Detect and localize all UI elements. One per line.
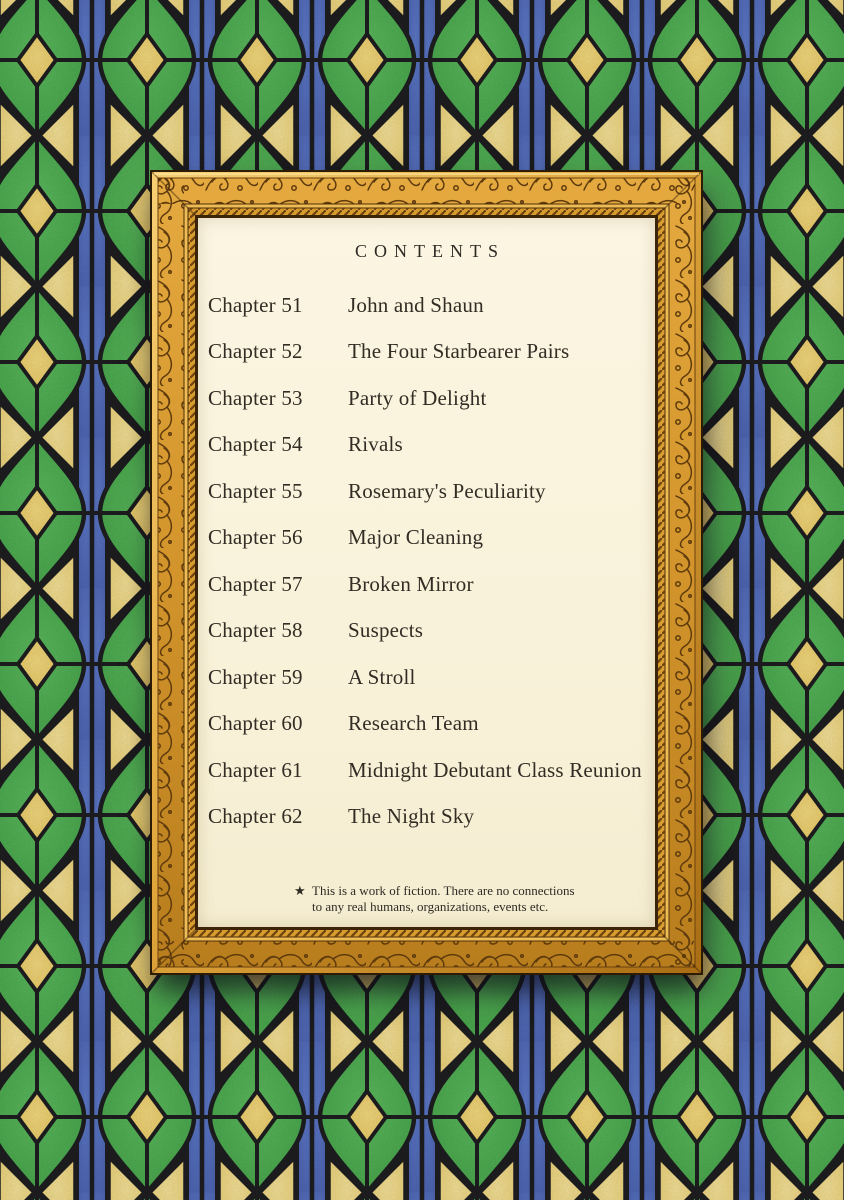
chapter-label: Chapter 60 [208,711,303,736]
picture-frame [150,170,703,975]
contents-paper [198,218,655,927]
chapter-label: Chapter 51 [208,292,303,317]
chapter-label: Chapter 55 [208,478,303,503]
chapter-title: Party of Delight [348,385,487,410]
chapter-label: Chapter 59 [208,664,303,689]
chapter-label: Chapter 53 [208,385,303,410]
fiction-disclaimer [294,883,575,914]
chapter-title: John and Shaun [348,292,484,317]
chapter-row [208,468,649,515]
chapter-title: Major Cleaning [348,525,484,550]
chapter-title: Broken Mirror [348,571,474,596]
chapter-row [208,561,649,608]
disclaimer-line2: to any real humans, organizations, events etc. [312,898,549,914]
chapter-label: Chapter 61 [208,757,303,782]
chapter-row [208,701,649,748]
chapter-title: A Stroll [348,664,416,689]
chapter-label: Chapter 62 [208,804,303,829]
chapter-row [208,654,649,701]
chapter-row [208,282,649,329]
chapter-row [208,794,649,841]
chapter-label: Chapter 52 [208,339,303,364]
chapter-row [208,375,649,422]
chapter-label: Chapter 56 [208,525,303,550]
chapter-row [208,422,649,469]
chapter-title: Suspects [348,618,424,643]
chapter-title: Rosemary's Peculiarity [348,478,546,503]
disclaimer-line1: This is a work of fiction. There are no connections [312,883,575,898]
page-title: CONTENTS [355,241,505,261]
chapter-label: Chapter 54 [208,432,303,457]
chapter-label: Chapter 58 [208,618,303,643]
chapter-title: Midnight Debutant Class Reunion [348,757,642,782]
chapter-title: Research Team [348,711,479,736]
chapter-list [198,282,649,840]
chapter-row [208,747,649,794]
chapter-row [208,329,649,376]
chapter-title: Rivals [348,432,403,457]
star-icon: ★ [294,883,306,898]
chapter-label: Chapter 57 [208,571,303,596]
chapter-row [208,608,649,655]
chapter-row [208,515,649,562]
chapter-title: The Night Sky [348,804,475,829]
chapter-title: The Four Starbearer Pairs [348,339,570,364]
